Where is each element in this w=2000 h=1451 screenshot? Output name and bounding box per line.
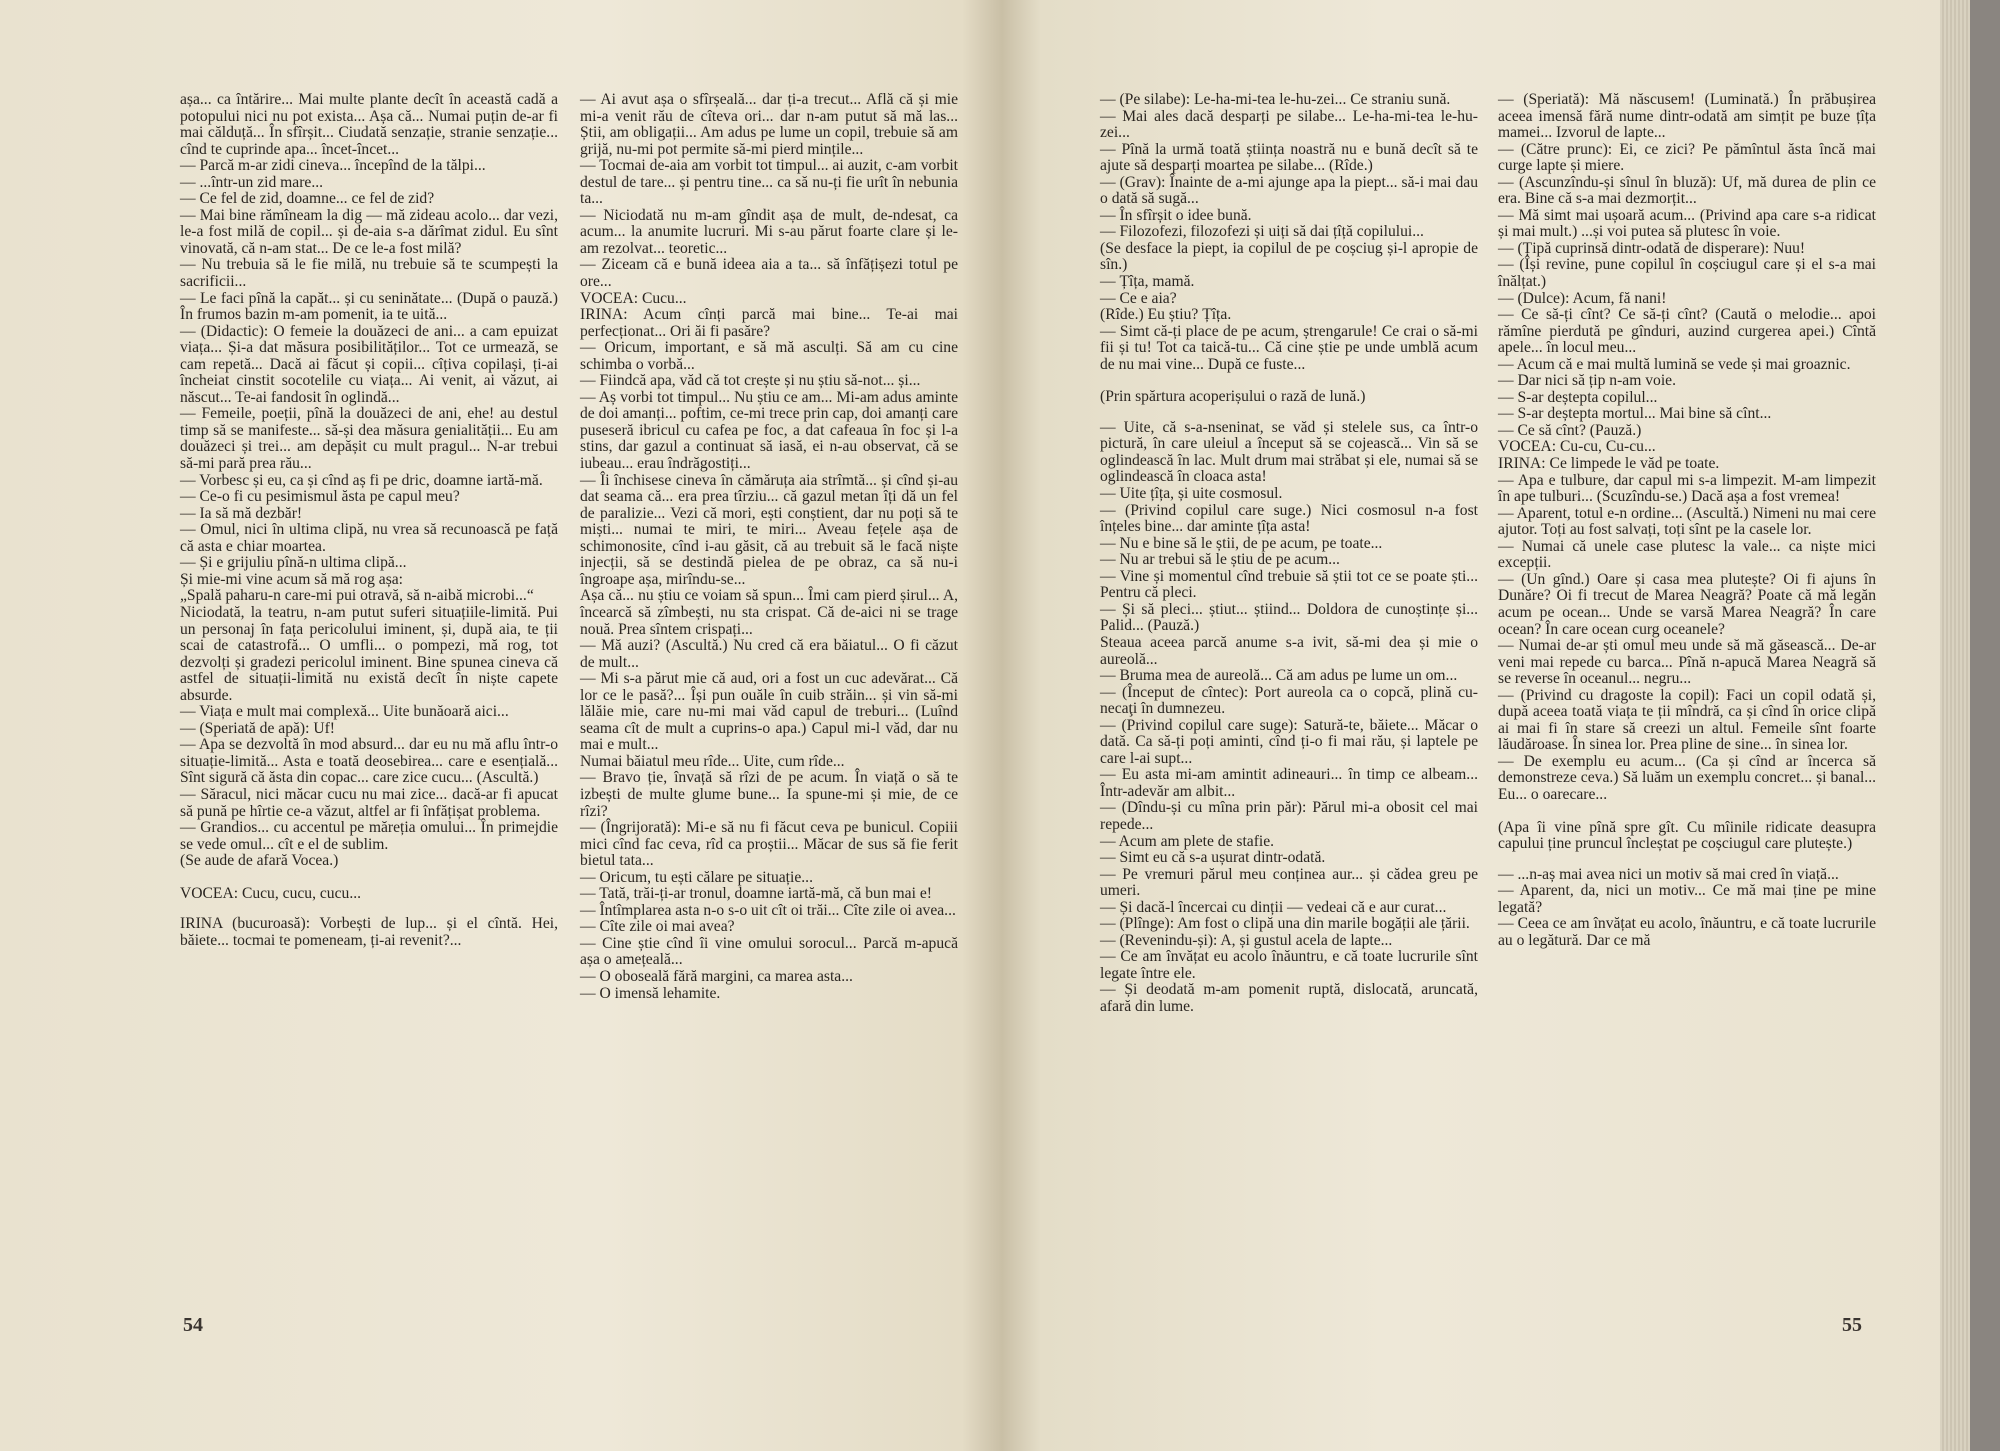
text-paragraph: — Nu trebuia să le fie milă, nu trebuie să te scumpești la sacrificii...: [180, 256, 558, 291]
text-paragraph: — (Dulce): Acum, fă nani!: [1498, 289, 1667, 307]
text-paragraph: — Pe vremuri părul meu conținea aur... și cădea greu pe umeri.: [1100, 865, 1478, 900]
text-paragraph: — În sfîrșit o idee bună.: [1100, 206, 1252, 224]
text-paragraph: — Mai bine rămîneam la dig — mă zideau acolo... dar vezi, le-a fost milă de copil... și de-aia s-a dărîmat zidul. Eu sînt vinovată, că n-am stat... De ce le-a fost milă?: [180, 206, 558, 257]
text-paragraph: — Filozofezi, filozofezi și uiți să dai țîță copilului...: [1100, 223, 1424, 241]
text-paragraph: Niciodată, la teatru, n-am putut suferi situațiile-limită. Pui un personaj în fața pericolului iminent, și, după aia, te ții scai de catastrofă... O umfli... o pompezi, mă rog, tot dezvolți și gradezi pericolul iminent. Bine spunea cineva că astfel de situații-limită nu există decît în niște capete absurde.: [180, 603, 558, 704]
text-paragraph: — Tată, trăi-ți-ar tronul, doamne iartă-mă, că bun mai e!: [580, 885, 932, 903]
text-paragraph: — (Privind copilul care suge.) Nici cosmosul n-a fost înțeles bine... dar aminte țîța asta!: [1100, 501, 1478, 536]
text-paragraph: — Apa e tulbure, dar capul mi s-a limpezit. M-am limpezit în ape tulburi... (Scuzîndu-se.) Dacă așa a fost vremea!: [1498, 471, 1876, 506]
text-paragraph: — Viața e mult mai complexă... Uite bunăoară aici...: [180, 703, 509, 721]
text-paragraph: — Aparent, totul e-n ordine... (Ascultă.) Nimeni nu mai cere ajutor. Toți au fost salvați, toți sînt pe la casele lor.: [1498, 504, 1876, 539]
text-paragraph: — Oricum, tu ești călare pe situație...: [580, 868, 813, 886]
text-paragraph: VOCEA: Cucu, cucu, cucu...: [180, 884, 362, 902]
text-paragraph: (Prin spărtura acoperișului o rază de lună.): [1100, 388, 1366, 406]
page-number-left: 54: [183, 1314, 203, 1336]
text-paragraph: — Vorbesc și eu, ca și cînd aș fi pe dric, doamne iartă-mă.: [180, 471, 543, 489]
text-paragraph: — Și dacă-l încercai cu dinții — vedeai că e aur curat...: [1100, 898, 1447, 916]
text-paragraph: — Și e grijuliu pînă-n ultima clipă...: [180, 554, 407, 572]
text-paragraph: — Simt că-ți place de pe acum, ștrengarule! Ce crai o să-mi fii și tu! Tot ca taică-tu... Că cine știe pe unde umblă acum de nu mai vine... După ce fuste...: [1100, 322, 1478, 373]
text-paragraph: — Simt eu că s-a ușurat dintr-odată.: [1100, 849, 1326, 867]
text-paragraph: — Acum că e mai multă lumină se vede și mai groaznic.: [1498, 355, 1851, 373]
text-paragraph: IRINA (bucuroasă): Vorbești de lup... și el cîntă. Hei, băiete... tocmai te pomeneam, ți-ai revenit?...: [180, 915, 558, 949]
text-paragraph: — (Început de cîntec): Port aureola ca o copcă, plină cu-necaţi în dumnezeu.: [1100, 683, 1478, 718]
text-paragraph: — Niciodată nu m-am gîndit așa de mult, de-ndesat, ca acum... la anumite lucruri. Mi s-au părut foarte clare și le-am rezolvat... teoretic...: [580, 206, 958, 257]
text-paragraph: — Și deodată m-am pomenit ruptă, dislocată, aruncată, afară din lume.: [1100, 981, 1478, 1015]
text-paragraph: — Bruma mea de aureolă... Că am adus pe lume un om...: [1100, 667, 1458, 685]
text-paragraph: — Ceea ce am învățat eu acolo, înăuntru, e că toate lucrurile au o legătură. Dar ce mă: [1498, 915, 1876, 949]
text-paragraph: — Cine știe cînd îi vine omului sorocul... Parcă m-apucă așa o amețeală...: [580, 934, 958, 969]
text-paragraph: — Aparent, da, nici un motiv... Ce mă mai ține pe mine legată?: [1498, 882, 1876, 916]
text-paragraph: Așa că... nu știu ce voiam să spun... Îmi cam pierd șirul... A, încearcă să zîmbești, nu sta crispat. Că de-aici ni se trage nouă. Prea sîntem crispați...: [580, 587, 958, 638]
text-paragraph: (Apa îi vine pînă spre gît. Cu mîinile ridicate deasupra capului ține pruncul încleștat pe coșciugul care plutește.): [1498, 818, 1876, 853]
text-paragraph: IRINA: Ce limpede le văd pe toate.: [1498, 455, 1720, 473]
text-paragraph: — Aș vorbi tot timpul... Nu știu ce am... Mi-am adus aminte de doi amanți... poftim, ce-mi trece prin cap, doi amanți care puseseră ibricul cu cafea pe foc, a dat cafeaua în foc și l-a stins, dar gazul a continuat să iasă, ei n-au observat, că se iubeau... erau îndrăgostiți...: [580, 388, 958, 473]
text-paragraph: — Țîța, mamă.: [1100, 273, 1195, 291]
text-paragraph: — Femeile, poeții, pînă la douăzeci de ani, ehe! au destul timp să se manifeste... să-și dea măsura genialității... Eu am douăzeci și trei... am depășit cu mult pragul... N-ar trebui să-mi pară prea rău...: [180, 405, 558, 473]
text-paragraph: — Eu asta mi-am amintit adineauri... în timp ce albeam... Într-adevăr am albit...: [1100, 766, 1478, 800]
text-paragraph: — Grandios... cu accentul pe măreția omului... În primejdie se vede omul... cît e el de sublim.: [180, 819, 558, 853]
text-paragraph: — (Grav): Înainte de a-mi ajunge apa la piept... să-i mai dau o dată să sugă...: [1100, 173, 1478, 208]
text-paragraph: — (Speriată de apă): Uf!: [180, 719, 336, 737]
text-paragraph: — Ce să cînt? (Pauză.): [1498, 421, 1642, 439]
text-paragraph: — Tocmai de-aia am vorbit tot timpul... ai auzit, c-am vorbit destul de tare... și pentru tine... ca să nu-ți fie urît în nebunia ta...: [580, 157, 958, 208]
text-paragraph: — (Țipă cuprinsă dintr-odată de disperare): Nuu!: [1498, 239, 1806, 257]
text-paragraph: — (Revenindu-și): A, și gustul acela de lapte...: [1100, 931, 1393, 949]
text-paragraph: Steaua aceea parcă anume s-a ivit, să-mi dea și mie o aureolă...: [1100, 633, 1478, 668]
text-paragraph: — O oboseală fără margini, ca marea asta...: [580, 967, 853, 985]
text-paragraph: — Ziceam că e bună ideea aia a ta... să înfățișezi totul pe ore...: [580, 256, 958, 291]
text-paragraph: — Ia să mă dezbăr!: [180, 504, 303, 522]
text-paragraph: — Ce-o fi cu pesimismul ăsta pe capul meu?: [180, 488, 460, 506]
left-page-column-1: [180, 92, 558, 949]
text-paragraph: — Mi s-a părut mie că aud, ori a fost un cuc adevărat... Că lor ce le pasă?... Își pun ouăle în cuib străin... și vin să-mi lălăie mie, care nu-mi mai văd capul de treburi... (Luînd seama cît de mult a cuprins-o apa.) Capul mi-l văd, dar nu mai e mult...: [580, 670, 958, 754]
text-paragraph: VOCEA: Cucu...: [580, 289, 687, 307]
text-paragraph: — Nu e bine să le știi, de pe acum, pe toate...: [1100, 534, 1383, 552]
text-paragraph: — (Plînge): Am fost o clipă una din marile bogății ale țării.: [1100, 915, 1470, 933]
text-paragraph: — (Didactic): O femeie la douăzeci de ani... a cam epuizat viața... Și-a dat măsura posibilităților... Tot ce urmează, se cam repetă... Dacă ai făcut și copii... cîțiva copilași, ți-ai încheiat cinstit socotelile cu viața... Ai venit, ai văzut, ai născut... Te-ai fandosit în oglindă...: [180, 322, 558, 406]
text-paragraph: — Vine și momentul cînd trebuie să știi tot ce se poate ști... Pentru că pleci.: [1100, 567, 1478, 602]
text-paragraph: — Ce e aia?: [1100, 289, 1177, 307]
text-paragraph: — Bravo ție, învață să rîzi de pe acum. În viață o să te izbești de multe glume bune... Ia spune-mi și mie, de ce rîzi?: [580, 769, 958, 820]
text-paragraph: Numai băiatul meu rîde... Uite, cum rîde...: [580, 752, 845, 770]
text-paragraph: — (Ascunzîndu-și sînul în bluză): Uf, mă durea de plin ce era. Bine că s-a mai dezmorțit...: [1498, 173, 1876, 208]
text-paragraph: — Ce fel de zid, doamne... ce fel de zid?: [180, 190, 435, 208]
text-paragraph: — Apa se dezvoltă în mod absurd... dar eu nu mă aflu într-o situație-limită... Asta e toată deosebirea... care e esențială... Sînt sigură că ăsta din copac... care zice cucu... (Ascultă.): [180, 736, 558, 787]
text-paragraph: — ...n-aș mai avea nici un motiv să mai cred în viață...: [1498, 865, 1839, 883]
text-paragraph: (Se desface la piept, ia copilul de pe coșciug și-l apropie de sîn.): [1100, 239, 1478, 274]
text-paragraph: — Uite țîța, și uite cosmosul.: [1100, 485, 1283, 503]
text-paragraph: (Se aude de afară Vocea.): [180, 852, 339, 870]
text-paragraph: — Și să pleci... știut... știind... Doldora de cunoștințe și... Palid... (Pauză.): [1100, 600, 1478, 635]
text-paragraph: — (Speriată): Mă născusem! (Luminată.) În prăbușirea aceea imensă fără nume dintr-odată am simțit pe buze țîța mamei... Izvorul de lapte...: [1498, 91, 1876, 142]
right-page-column-2: [1498, 92, 1876, 949]
text-paragraph: — (Pe silabe): Le-ha-mi-tea le-hu-zei... Ce straniu sună.: [1100, 91, 1451, 108]
text-paragraph: Și mie-mi vine acum să mă rog așa:: [180, 570, 404, 588]
page-number-right: 55: [1842, 1314, 1862, 1336]
text-paragraph: — (Către prunc): Ei, ce zici? Pe pămîntul ăsta încă mai curge lapte și miere.: [1498, 140, 1876, 175]
text-paragraph: — Mă auzi? (Ascultă.) Nu cred că era băiatul... O fi căzut de mult...: [580, 637, 958, 671]
text-paragraph: — Pînă la urmă toată știința noastră nu e bună decît să te ajute să desparți moartea pe silabe... (Rîde.): [1100, 140, 1478, 175]
left-page-column-2: [580, 92, 958, 1002]
text-paragraph: — Îi închisese cineva în cămăruța aia strîmtă... și cînd și-au dat seama că... era prea tîrziu... că gazul metan îți dă un fel de paralizie... Vezi că mori, ești conștient, dar nu poți să te miști... numai te miri, te miri... Aveau fețele așa de schimonosite, cînd i-au găsit, că au trebuit să le facă niște injecții, să se destindă pielea de pe obraz, ca să nu-i îngroape așa, mirîndu-se...: [580, 471, 958, 588]
text-paragraph: — ...într-un zid mare...: [180, 173, 324, 191]
text-paragraph: — (Privind copilul care suge): Satură-te, băiete... Măcar o dată. Ca să-ți poți aminti, cînd ți-o fi mai rău, și laptele pe care l-ai supt...: [1100, 716, 1478, 767]
text-paragraph: — Dar nici să țip n-am voie.: [1498, 372, 1676, 390]
text-paragraph: — Mă simt mai ușoară acum... (Privind apa care s-a ridicat și mai mult.) ...și voi putea să plutesc în voie.: [1498, 206, 1876, 241]
text-paragraph: — Ce să-ți cînt? Ce să-ți cînt? (Caută o melodie... apoi rămîne pierdută pe gînduri, auzind curgerea apei.) Cîntă apele... în locul meu...: [1498, 306, 1876, 357]
text-paragraph: — Numai că unele case plutesc la vale... ca niște mici excepții.: [1498, 537, 1876, 572]
text-paragraph: — Nu ar trebui să le știu de pe acum...: [1100, 551, 1340, 569]
text-paragraph: — Omul, nici în ultima clipă, nu vrea să recunoască pe față că asta e chiar moartea.: [180, 521, 558, 555]
text-paragraph: — Parcă m-ar zidi cineva... începînd de la tălpi...: [180, 157, 486, 175]
text-paragraph: — (Un gînd.) Oare și casa mea plutește? Oi fi ajuns în Dunăre? Oi fi trecut de Marea Neagră? Poate că mă legăn acum pe ocean... Unde se varsă Marea Neagră? În care ocean? În care ocean curg oceanele?: [1498, 570, 1876, 638]
text-paragraph: — (Dîndu-și cu mîna prin păr): Părul mi-a obosit cel mai repede...: [1100, 799, 1478, 833]
text-paragraph: — S-ar deștepta mortul... Mai bine să cînt...: [1498, 405, 1772, 423]
text-paragraph: — Săracul, nici măcar cucu nu mai zice... dacă-ar fi apucat să pună pe hîrtie ce-a văzut, altfel ar fi înfățișat problema.: [180, 785, 558, 820]
text-paragraph: — (Privind cu dragoste la copil): Faci un copil odată și, după aceea toată viața te ții mîndră, ca și cînd în orice clipă ai mai fi în stare să creezi un altul. Femeile sînt foarte lăudăroase. În sinea lor. Prea pline de sine... în sinea lor.: [1498, 686, 1876, 754]
text-paragraph: VOCEA: Cu-cu, Cu-cu...: [1498, 438, 1656, 456]
text-paragraph: (Rîde.) Eu știu? Țîța.: [1100, 306, 1232, 324]
text-paragraph: — Uite, că s-a-nseninat, se văd și stelele sus, ca într-o pictură, în care uleiul a început să se cojească... Vin să se oglindească în lac. Mult drum mai străbat și ele, numai să se oglindească în cloaca asta!: [1100, 418, 1478, 486]
text-paragraph: — Oricum, important, e să mă asculți. Să am cu cine schimba o vorbă...: [580, 339, 958, 373]
page-edge-stack: [1940, 0, 1970, 1451]
right-page-column-1: [1100, 92, 1478, 1016]
text-paragraph: — Întîmplarea asta n-o s-o uit cît oi trăi... Cîte zile oi avea...: [580, 901, 956, 919]
text-paragraph: — Numai de-ar ști omul meu unde să mă găsească... De-ar veni mai repede cu barca... Pînă n-apucă Marea Neagră să se reverse în oceanul... negru...: [1498, 637, 1876, 688]
text-paragraph: — S-ar deștepta copilul...: [1498, 388, 1658, 406]
text-paragraph: — O imensă lehamite.: [580, 984, 721, 1002]
text-paragraph: — Le faci pînă la capăt... și cu seninătate... (După o pauză.) În frumos bazin m-am pomenit, ia te uită...: [180, 289, 558, 324]
text-paragraph: — Ce am învățat eu acolo înăuntru, e că toate lucrurile sînt legate între ele.: [1100, 948, 1478, 982]
text-paragraph: — Mai ales dacă desparți pe silabe... Le-ha-mi-tea le-hu-zei...: [1100, 107, 1478, 142]
text-paragraph: IRINA: Acum cînți parcă mai bine... Te-ai mai perfecționat... Ori ăi fi pasăre?: [580, 306, 958, 340]
text-paragraph: „Spală paharu-n care-mi pui otravă, să n-aibă microbi...“: [180, 587, 534, 605]
text-paragraph: — Acum am plete de stafie.: [1100, 832, 1275, 850]
text-paragraph: — (Îngrijorată): Mi-e să nu fi făcut ceva pe bunicul. Copiii mici cînd fac ceva, rîd ca proștii... Măcar de sus să fie ferit bietul tata...: [580, 819, 958, 870]
text-paragraph: — (Își revine, pune copilul în coșciugul care și el s-a mai înălțat.): [1498, 256, 1876, 291]
text-paragraph: — Cîte zile oi mai avea?: [580, 918, 735, 936]
text-paragraph: — Fiindcă apa, văd că tot crește și nu știu să-not... și...: [580, 372, 921, 390]
text-paragraph: așa... ca întărire... Mai multe plante decît în această cadă a potopului nici nu pot exista... Așa că... Numai puțin de-ar fi mai călduță... În sfîrșit... Ciudată senzație, stranie senzație... cînd te cuprinde apa... încet-încet...: [180, 91, 558, 158]
right-page: [1002, 0, 1970, 1451]
text-paragraph: — Ai avut așa o sfîrșeală... dar ți-a trecut... Află că și mie mi-a venit rău de cîteva ori... dar n-am putut să mă las... Știi, am obligații... Am adus pe lume un copil, trebuie să am grijă, nu-mi pot permite să-mi pierd mințile...: [580, 91, 958, 158]
text-paragraph: — De exemplu eu acum... (Ca și cînd ar încerca să demonstreze ceva.) Să luăm un exemplu concret... și banal... Eu... o oarecare...: [1498, 752, 1876, 803]
